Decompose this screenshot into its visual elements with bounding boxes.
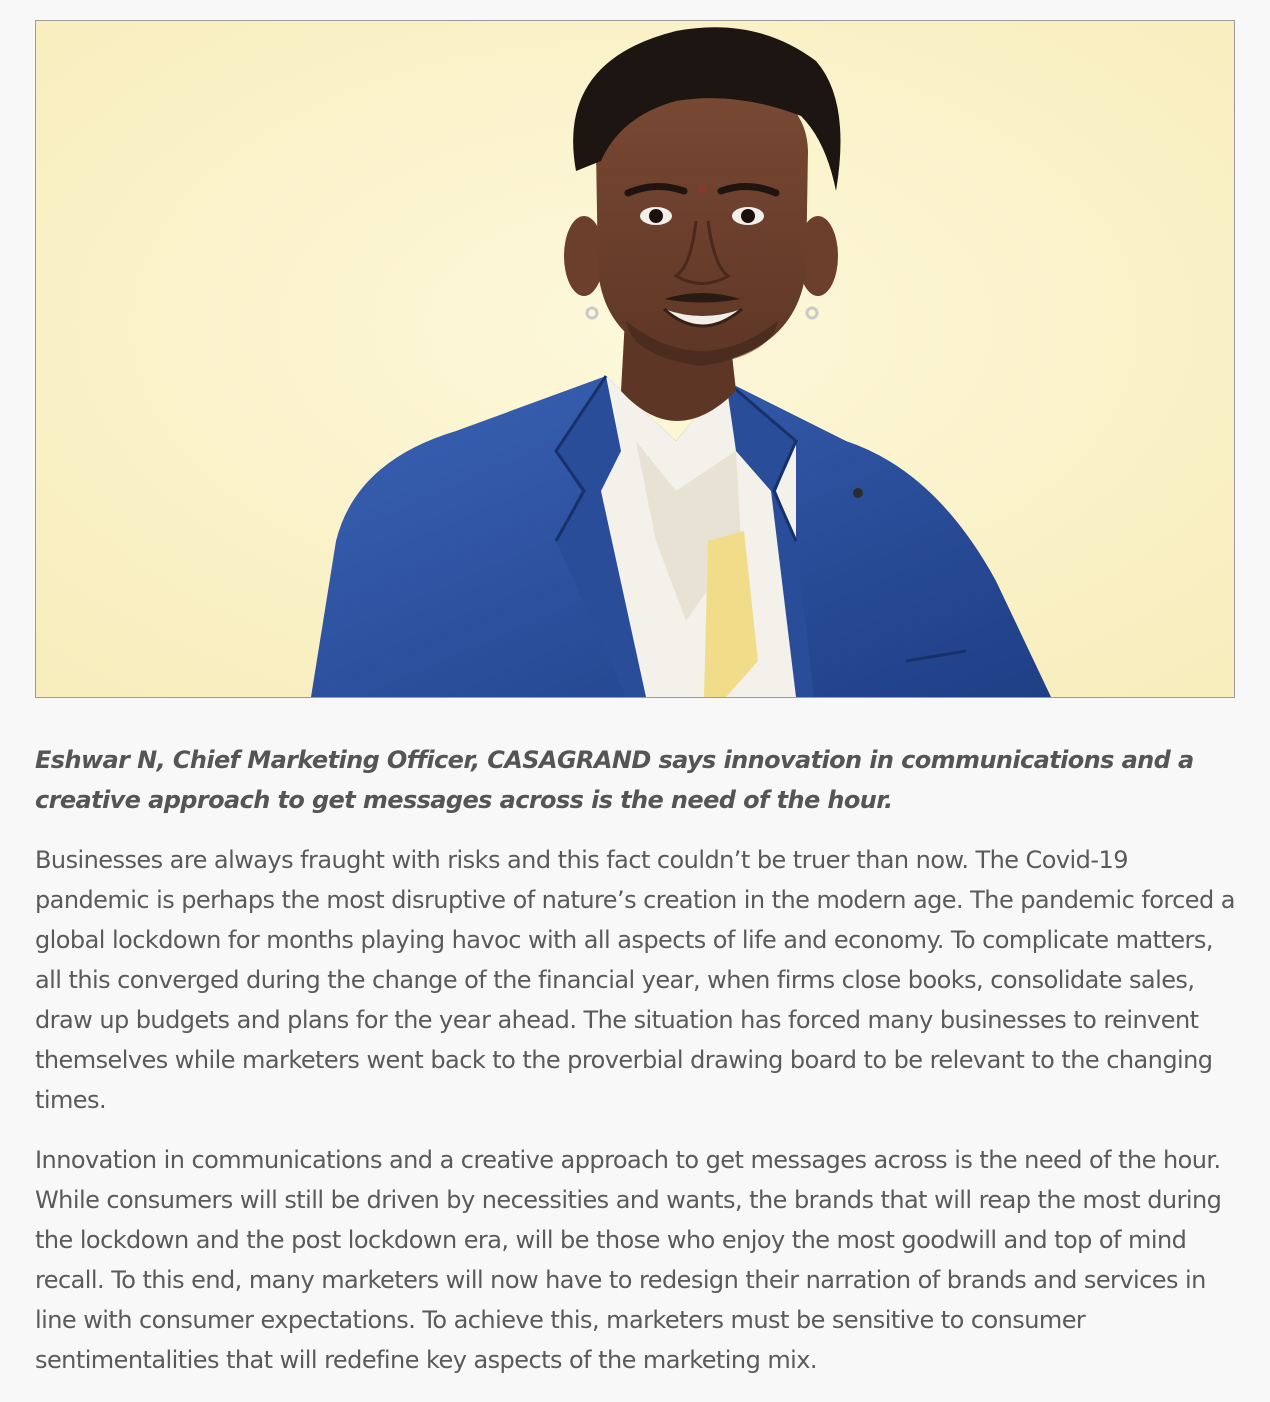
lapel-pin — [853, 488, 863, 498]
portrait-photo — [35, 20, 1235, 698]
article-paragraph: Businesses are always fraught with risks and this fact couldn’t be truer than now. The Covid-19 pandemic is perhaps the most disruptive of nature’s creation in the modern age. The pandemic forced a global lockdown for months playing havoc with all aspects of life and economy. To complicate matters, all this converged during the change of the financial year, when firms close books, consolidate sales, draw up budgets and plans for the year ahead. The situation has forced many businesses to reinvent themselves while marketers went back to the proverbial drawing board to be relevant to the changing times. — [35, 846, 1235, 1114]
portrait-illustration — [36, 21, 1234, 697]
article-lead: Eshwar N, Chief Marketing Officer, CASAGRAND says innovation in communications and a creative approach to get messages across is the need of the hour. — [35, 746, 1194, 814]
article-paragraph: Innovation in communications and a creative approach to get messages across is the need of the hour. While consumers will still be driven by necessities and wants, the brands that will reap the most during the lockdown and the post lockdown era, will be those who enjoy the most goodwill and top of mind recall. To this end, many marketers will now have to redesign their narration of brands and services in line with consumer expectations. To achieve this, marketers must be sensitive to consumer sentimentalities that will redefine key aspects of the marketing mix. — [35, 1146, 1222, 1374]
